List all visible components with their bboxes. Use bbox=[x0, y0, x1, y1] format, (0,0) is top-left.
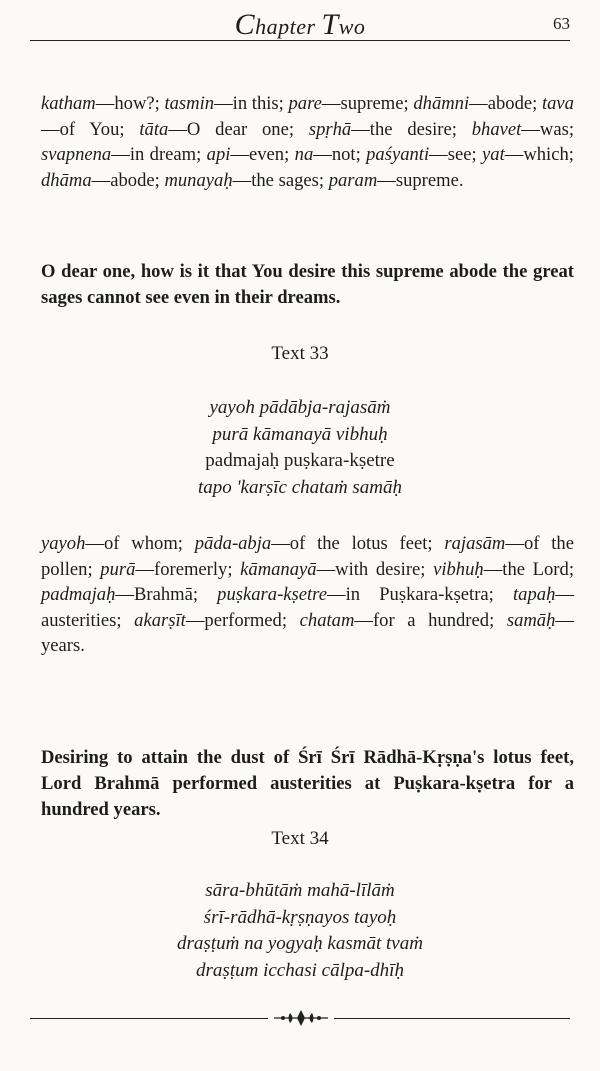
synonym-meaning: in this bbox=[232, 93, 279, 114]
synonym-term: param bbox=[328, 169, 378, 191]
synonym-term: tāta bbox=[139, 118, 169, 140]
synonym-term: padmajaḥ bbox=[41, 584, 116, 605]
verse-text-33 bbox=[0, 395, 600, 501]
verse-line: purā kāmanayā vibhuḥ bbox=[212, 423, 388, 445]
synonym-meaning: foremerly bbox=[154, 558, 228, 580]
synonym-meaning: austerities bbox=[41, 609, 117, 631]
synonym-meaning: see bbox=[447, 144, 472, 165]
synonym-term: munayaḥ bbox=[164, 169, 233, 191]
synonym-meaning: supreme. bbox=[395, 169, 464, 191]
verse-line: draṣṭum icchasi cālpa-dhīḥ bbox=[196, 959, 404, 981]
synonym-meaning: the sages bbox=[251, 169, 319, 191]
synonym-term: purā bbox=[100, 558, 136, 580]
synonym-meaning: for a hundred bbox=[372, 609, 490, 631]
synonym-term: tasmin bbox=[164, 93, 215, 114]
synonym-term: kāmanayā bbox=[240, 558, 317, 580]
verse-line: tapo 'karṣīc chataṁ samāḥ bbox=[197, 476, 403, 498]
verse-line: śrī-rādhā-kṛṣṇayos tayoḥ bbox=[203, 906, 397, 928]
synonym-meaning: Brahmā bbox=[133, 584, 193, 605]
verse-line: draṣṭuṁ na yogyaḥ kasmāt tvaṁ bbox=[177, 933, 423, 954]
verse-line: sāra-bhūtāṁ mahā-līlāṁ bbox=[205, 880, 395, 901]
verse-text-34 bbox=[0, 878, 600, 984]
synonym-meaning: even bbox=[249, 144, 285, 165]
synonym-meaning: not bbox=[331, 144, 356, 165]
synonym-term: yat bbox=[482, 144, 505, 165]
synonym-meaning: performed bbox=[204, 609, 282, 631]
synonym-term: dhāma bbox=[41, 169, 92, 191]
synonym-meaning: abode bbox=[110, 169, 155, 191]
verse-line: yayoh pādābja-rajasāṁ bbox=[209, 397, 391, 418]
synonym-term: tava bbox=[541, 93, 574, 114]
synonym-meaning: in Puṣkara-kṣetra bbox=[345, 584, 489, 605]
footer-ornament-icon bbox=[274, 1008, 328, 1028]
synonym-term: paśyanti bbox=[366, 144, 430, 165]
synonym-meaning: of You bbox=[59, 118, 120, 140]
translation-text-33: Desiring to attain the dust of Śrī Śrī Rādhā-Kṛṣṇa's lotus feet, Lord Brahmā performed austerities at Puṣkara-kṣetra for a hundred years. bbox=[41, 747, 574, 820]
synonym-meaning: the desire bbox=[369, 118, 452, 140]
synonym-term: pare bbox=[288, 93, 322, 114]
synonym-meaning: of the pollen bbox=[41, 533, 574, 580]
synonym-meaning: in dream bbox=[129, 144, 197, 165]
synonym-meaning: of whom bbox=[104, 533, 178, 554]
verse-line: padmajaḥ puṣkara-kṣetre bbox=[205, 450, 395, 471]
footer-rule-right bbox=[334, 1018, 570, 1019]
chapter-number-initial: T bbox=[321, 8, 339, 41]
synonym-meaning: O dear one bbox=[186, 118, 289, 140]
synonym-meaning: the Lord bbox=[502, 558, 569, 580]
synonym-meaning: supreme bbox=[340, 93, 404, 114]
chapter-title bbox=[30, 8, 570, 42]
chapter-title-rest: hapter bbox=[255, 14, 322, 39]
synonym-term: puṣkara-kṣetre bbox=[217, 584, 327, 605]
synonym-term: akarṣīt bbox=[134, 609, 186, 631]
synonym-term: bhavet bbox=[471, 118, 522, 140]
running-head bbox=[30, 4, 570, 41]
synonym-term: pāda-abja bbox=[194, 533, 272, 554]
synonym-term: spṛhā bbox=[308, 118, 352, 140]
chapter-title-initial: C bbox=[234, 8, 256, 41]
synonym-term: na bbox=[294, 144, 314, 165]
synonym-meaning: years. bbox=[41, 635, 85, 656]
synonym-term: dhāmni bbox=[413, 93, 470, 114]
synonyms-text-33: yayoh—of whom; pāda-abja—of the lotus feet; rajasām—of the pollen; purā—foremerly; kāmanayā—with desire; vibhuḥ—the Lord; padmajaḥ—Brahmā; puṣkara-kṣetre—in Puṣkara-kṣetra; tapaḥ—austerities; akarṣīt—performed; chatam—for a hundred; samāḥ—years. bbox=[41, 533, 574, 656]
synonym-term: yayoh bbox=[41, 533, 86, 554]
synonym-meaning: how? bbox=[114, 93, 155, 114]
synonym-term: samāḥ bbox=[506, 609, 556, 631]
text-34-heading: Text 34 bbox=[271, 828, 329, 849]
synonym-term: chatam bbox=[299, 609, 355, 631]
synonym-term: tapaḥ bbox=[513, 584, 556, 605]
synonym-meaning: was bbox=[539, 118, 569, 140]
synonym-term: api bbox=[206, 144, 231, 165]
translation-text-32: O dear one, how is it that You desire this supreme abode the great sages cannot see even in their dreams. bbox=[41, 261, 574, 308]
synonyms-text-32: katham—how?; tasmin—in this; pare—supreme; dhāmni—abode; tava—of You; tāta—O dear one; spṛhā—the desire; bhavet—was; svapnena—in dream; api—even; na—not; paśyanti—see; yat—which; dhāma—abode; munayaḥ—the sages; param—supreme. bbox=[41, 93, 574, 191]
synonym-meaning: with desire bbox=[335, 558, 421, 580]
chapter-number-rest: wo bbox=[338, 14, 366, 39]
synonym-term: rajasām bbox=[444, 533, 506, 554]
synonym-term: svapnena bbox=[41, 144, 112, 165]
synonym-meaning: abode bbox=[487, 93, 533, 114]
synonym-term: katham bbox=[41, 93, 96, 114]
header-rule bbox=[30, 40, 570, 41]
synonym-term: vibhuḥ bbox=[433, 558, 484, 580]
page-number: 63 bbox=[553, 14, 570, 33]
synonym-meaning: of the lotus feet bbox=[289, 533, 428, 554]
footer-rule-left bbox=[30, 1018, 268, 1019]
synonym-meaning: which bbox=[523, 144, 569, 165]
text-33-heading: Text 33 bbox=[271, 343, 329, 364]
